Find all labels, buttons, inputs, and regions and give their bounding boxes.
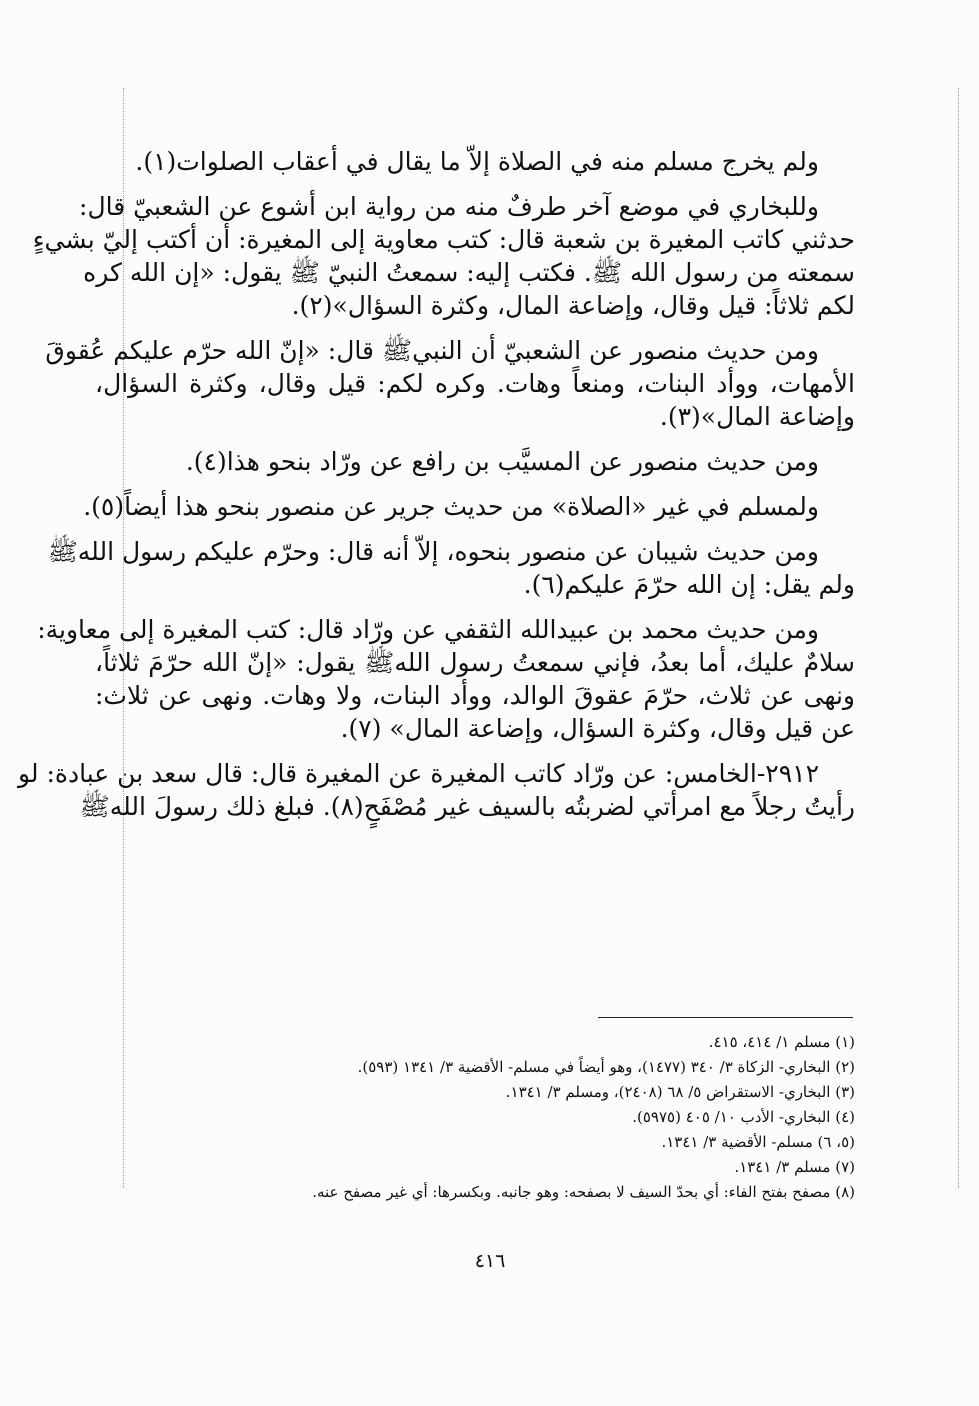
- text-line: ومن حديث محمد بن عبيدالله الثقفي عن ورّاد قال: كتب المغيرة إلى معاوية:: [37, 615, 819, 644]
- footnotes: [200, 1030, 855, 1205]
- main-text: [18, 145, 855, 835]
- paragraph: [83, 490, 855, 523]
- text-line: عن قيل وقال، وكثرة السؤال، وإضاعة المال» (٧).: [340, 714, 855, 743]
- page-number: ٤١٦: [474, 1250, 506, 1272]
- paragraph: [95, 445, 855, 478]
- paragraph: [47, 535, 855, 601]
- text-line: سمعته من رسول الله ﷺ. فكتب إليه: سمعتُ النبيّ ﷺ يقول: «إن الله كره: [83, 258, 855, 287]
- text-line: رأيتُ رجلاً مع امرأتي لضربتُه بالسيف غير مُصْفَحٍ(٨). فبلغ ذلك رسولَ اللهﷺ: [79, 792, 855, 821]
- text-line: ومن حديث منصور عن المسيَّب بن رافع عن ورّاد بنحو هذا(٤).: [185, 447, 819, 476]
- text-line: ومن حديث شيبان عن منصور بنحوه، إلاّ أنه قال: وحرّم عليكم رسول اللهﷺ: [47, 537, 819, 566]
- footnote: (٢) البخاري- الزكاة ٣/ ٣٤٠ (١٤٧٧)، وهو أيضاً في مسلم- الأقضية ٣/ ١٣٤١ (٥٩٣).: [357, 1058, 855, 1076]
- text-line: الأمهات، ووأد البنات، ومنعاً وهات. وكره لكم: قيل وقال، وكثرة السؤال،: [95, 369, 855, 398]
- text-line: سلامٌ عليك، أما بعدُ، فإني سمعتُ رسول اللهﷺ يقول: «إنّ الله حرّمَ ثلاثاً،: [95, 648, 855, 677]
- paragraph: [95, 145, 855, 178]
- text-line: ٢٩١٢-الخامس: عن ورّاد كاتب المغيرة عن المغيرة قال: قال سعد بن عبادة: لو: [18, 759, 819, 788]
- paragraph: [32, 190, 855, 322]
- footnote: (٤) البخاري- الأدب ١٠/ ٤٠٥ (٥٩٧٥).: [632, 1108, 855, 1126]
- text-line: ولمسلم في غير «الصلاة» من حديث جرير عن منصور بنحو هذا أيضاً(٥).: [83, 492, 819, 521]
- text-line: ولم يقل: إن الله حرّمَ عليكم(٦).: [523, 570, 855, 599]
- text-line: حدثني كاتب المغيرة بن شعبة قال: كتب معاوية إلى المغيرة: أن أكتب إليّ بشيءٍ: [32, 225, 855, 254]
- footnote: (١) مسلم ١/ ٤١٤، ٤١٥.: [708, 1033, 855, 1051]
- text-line: وإضاعة المال»(٣).: [659, 402, 855, 431]
- footnote-separator: [598, 1017, 853, 1018]
- scan-edge-mark-right: [958, 88, 959, 1188]
- footnote: (٧) مسلم ٣/ ١٣٤١.: [734, 1158, 855, 1176]
- text-line: ومن حديث منصور عن الشعبيّ أن النبيﷺ قال: «إنّ الله حرّم عليكم عُقوقَ: [45, 336, 819, 365]
- text-line: لكم ثلاثاً: قيل وقال، وإضاعة المال، وكثرة السؤال»(٢).: [291, 291, 855, 320]
- text-line: وللبخاري في موضع آخر طرفٌ منه من رواية ابن أشوع عن الشعبيّ قال:: [79, 192, 819, 221]
- paragraph: [45, 334, 855, 433]
- footnote: (٥، ٦) مسلم- الأقضية ٣/ ١٣٤١.: [661, 1133, 855, 1151]
- paragraph: [37, 613, 855, 745]
- text-line: ونهى عن ثلاث، حرّمَ عقوقَ الوالد، ووأد البنات، ولا وهات. ونهى عن ثلاث:: [95, 681, 855, 710]
- text-line: ولم يخرج مسلم منه في الصلاة إلاّ ما يقال في أعقاب الصلوات(١).: [135, 147, 819, 176]
- footnote: (٣) البخاري- الاستقراض ٥/ ٦٨ (٢٤٠٨)، ومسلم ٣/ ١٣٤١.: [505, 1083, 855, 1101]
- paragraph: [18, 757, 855, 823]
- footnote: (٨) مصفح بفتح الفاء: أي بحدّ السيف لا بصفحه: وهو جانبه. وبكسرها: أي غير مصفح عنه.: [312, 1183, 855, 1201]
